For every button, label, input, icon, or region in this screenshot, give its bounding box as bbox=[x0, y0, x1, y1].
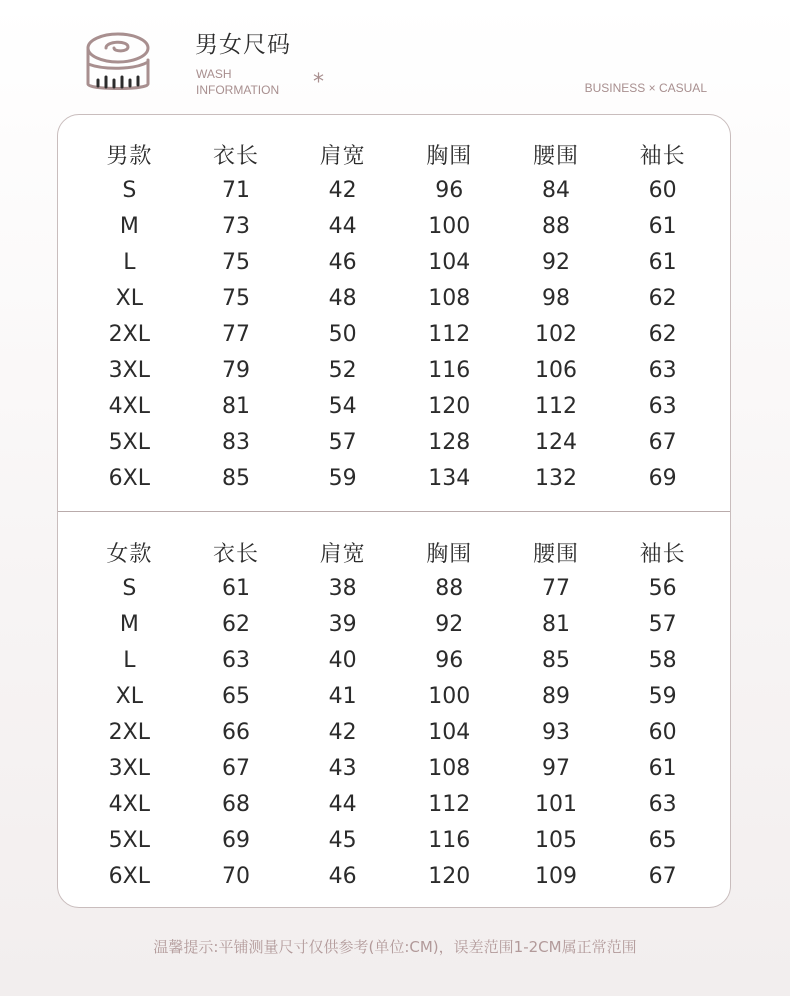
measurement-cell: 83 bbox=[221, 429, 250, 455]
measurement-cell: 44 bbox=[328, 791, 357, 817]
measurement-cell: 101 bbox=[534, 791, 577, 817]
measurement-cell: 63 bbox=[648, 357, 677, 383]
table-row bbox=[76, 606, 716, 642]
table-row bbox=[76, 642, 716, 678]
size-label-cell: M bbox=[119, 611, 139, 637]
measurement-cell: 39 bbox=[328, 611, 357, 637]
measurement-cell: 58 bbox=[648, 647, 677, 673]
men-size-table bbox=[76, 136, 716, 496]
subtitle bbox=[196, 66, 279, 98]
measurement-cell: 70 bbox=[221, 863, 250, 889]
measurement-cell: 96 bbox=[435, 177, 464, 203]
size-label-cell: XL bbox=[115, 683, 143, 709]
measurement-cell: 85 bbox=[221, 465, 250, 491]
women-table-body bbox=[76, 570, 716, 894]
measurement-cell: 63 bbox=[648, 791, 677, 817]
header-cell: 腰围 bbox=[532, 143, 579, 169]
measurement-cell: 77 bbox=[221, 321, 250, 347]
measurement-cell: 108 bbox=[428, 755, 471, 781]
header-cell: 袖长 bbox=[639, 143, 686, 169]
table-row bbox=[76, 352, 716, 388]
measurement-cell: 57 bbox=[328, 429, 357, 455]
measurement-cell: 61 bbox=[648, 213, 677, 239]
measurement-cell: 106 bbox=[534, 357, 577, 383]
table-row bbox=[76, 786, 716, 822]
measurement-cell: 40 bbox=[328, 647, 357, 673]
measurement-cell: 112 bbox=[534, 393, 577, 419]
table-row bbox=[76, 172, 716, 208]
footer-note: 温馨提示:平铺测量尺寸仅供参考(单位:CM)，误差范围1-2CM属正常范围 bbox=[153, 938, 637, 956]
header-cell: 衣长 bbox=[212, 143, 259, 169]
size-label-cell: S bbox=[122, 575, 137, 601]
measurement-cell: 42 bbox=[328, 177, 357, 203]
measurement-cell: 66 bbox=[221, 719, 250, 745]
size-label-cell: 3XL bbox=[108, 357, 150, 383]
measurement-cell: 96 bbox=[435, 647, 464, 673]
measurement-cell: 57 bbox=[648, 611, 677, 637]
measurement-cell: 104 bbox=[428, 719, 471, 745]
page-title: 男女尺码 bbox=[195, 32, 291, 58]
table-row bbox=[76, 208, 716, 244]
table-row bbox=[76, 678, 716, 714]
measurement-cell: 109 bbox=[534, 863, 577, 889]
measurement-cell: 62 bbox=[648, 321, 677, 347]
measurement-cell: 104 bbox=[428, 249, 471, 275]
measurement-cell: 68 bbox=[221, 791, 250, 817]
measurement-cell: 67 bbox=[648, 429, 677, 455]
measurement-cell: 79 bbox=[221, 357, 250, 383]
measurement-cell: 41 bbox=[328, 683, 357, 709]
measurement-cell: 59 bbox=[328, 465, 357, 491]
size-chart-card bbox=[57, 114, 731, 908]
measurement-cell: 62 bbox=[221, 611, 250, 637]
measurement-cell: 60 bbox=[648, 177, 677, 203]
subtitle-line-1: WASH bbox=[196, 67, 232, 81]
header-cell: 袖长 bbox=[639, 541, 686, 567]
measurement-cell: 67 bbox=[221, 755, 250, 781]
measurement-cell: 43 bbox=[328, 755, 357, 781]
table-row bbox=[76, 570, 716, 606]
star-icon: * bbox=[313, 70, 324, 95]
measurement-cell: 71 bbox=[221, 177, 250, 203]
measurement-cell: 116 bbox=[428, 827, 471, 853]
subtitle-line-2: INFORMATION bbox=[196, 83, 280, 97]
size-label-cell: 5XL bbox=[108, 429, 150, 455]
measurement-cell: 56 bbox=[648, 575, 677, 601]
measurement-cell: 77 bbox=[541, 575, 570, 601]
women-size-table bbox=[76, 534, 716, 894]
measurement-cell: 59 bbox=[648, 683, 677, 709]
measurement-cell: 92 bbox=[435, 611, 464, 637]
measurement-cell: 100 bbox=[428, 213, 471, 239]
size-label-cell: 2XL bbox=[108, 321, 150, 347]
size-label-cell: M bbox=[119, 213, 139, 239]
measurement-cell: 81 bbox=[541, 611, 570, 637]
table-row bbox=[76, 244, 716, 280]
measurement-cell: 98 bbox=[541, 285, 570, 311]
table-row bbox=[76, 460, 716, 496]
measurement-cell: 46 bbox=[328, 249, 357, 275]
size-label-cell: 5XL bbox=[108, 827, 150, 853]
measurement-cell: 112 bbox=[428, 791, 471, 817]
measurement-cell: 112 bbox=[428, 321, 471, 347]
measurement-cell: 93 bbox=[541, 719, 570, 745]
measurement-cell: 89 bbox=[541, 683, 570, 709]
measurement-cell: 88 bbox=[541, 213, 570, 239]
header-cell: 胸围 bbox=[426, 541, 473, 567]
table-row bbox=[76, 822, 716, 858]
measurement-cell: 65 bbox=[221, 683, 250, 709]
measurement-cell: 44 bbox=[328, 213, 357, 239]
measurement-cell: 100 bbox=[428, 683, 471, 709]
size-label-cell: 6XL bbox=[108, 863, 150, 889]
size-label-cell: 6XL bbox=[108, 465, 150, 491]
table-row bbox=[76, 714, 716, 750]
measurement-cell: 61 bbox=[648, 249, 677, 275]
measurement-cell: 97 bbox=[541, 755, 570, 781]
measurement-cell: 108 bbox=[428, 285, 471, 311]
men-table-body bbox=[76, 172, 716, 496]
men-table-header bbox=[76, 136, 716, 172]
measurement-cell: 38 bbox=[328, 575, 357, 601]
measurement-cell: 132 bbox=[534, 465, 577, 491]
header-cell: 男款 bbox=[106, 143, 153, 169]
table-row bbox=[76, 280, 716, 316]
measurement-cell: 128 bbox=[428, 429, 471, 455]
header-cell: 肩宽 bbox=[319, 143, 366, 169]
measurement-cell: 105 bbox=[534, 827, 577, 853]
section-divider bbox=[58, 511, 730, 512]
table-row bbox=[76, 388, 716, 424]
measurement-cell: 92 bbox=[541, 249, 570, 275]
measurement-cell: 69 bbox=[648, 465, 677, 491]
measurement-cell: 61 bbox=[221, 575, 250, 601]
size-label-cell: L bbox=[123, 647, 136, 673]
header-cell: 腰围 bbox=[532, 541, 579, 567]
measurement-cell: 75 bbox=[221, 285, 250, 311]
measurement-cell: 63 bbox=[221, 647, 250, 673]
measuring-tape-icon bbox=[84, 30, 152, 94]
table-row bbox=[76, 858, 716, 894]
measurement-cell: 62 bbox=[648, 285, 677, 311]
measurement-cell: 85 bbox=[541, 647, 570, 673]
measurement-cell: 48 bbox=[328, 285, 357, 311]
measurement-cell: 120 bbox=[428, 393, 471, 419]
measurement-cell: 42 bbox=[328, 719, 357, 745]
measurement-cell: 46 bbox=[328, 863, 357, 889]
measurement-cell: 63 bbox=[648, 393, 677, 419]
size-label-cell: 2XL bbox=[108, 719, 150, 745]
tagline: BUSINESS × CASUAL bbox=[584, 81, 707, 95]
header-cell: 女款 bbox=[106, 541, 153, 567]
size-label-cell: 4XL bbox=[108, 393, 150, 419]
size-label-cell: XL bbox=[115, 285, 143, 311]
measurement-cell: 88 bbox=[435, 575, 464, 601]
measurement-cell: 52 bbox=[328, 357, 357, 383]
header-cell: 胸围 bbox=[426, 143, 473, 169]
measurement-cell: 67 bbox=[648, 863, 677, 889]
size-label-cell: 3XL bbox=[108, 755, 150, 781]
measurement-cell: 116 bbox=[428, 357, 471, 383]
measurement-cell: 84 bbox=[541, 177, 570, 203]
measurement-cell: 61 bbox=[648, 755, 677, 781]
measurement-cell: 134 bbox=[428, 465, 471, 491]
measurement-cell: 120 bbox=[428, 863, 471, 889]
table-row bbox=[76, 424, 716, 460]
measurement-cell: 75 bbox=[221, 249, 250, 275]
measurement-cell: 124 bbox=[534, 429, 577, 455]
measurement-cell: 60 bbox=[648, 719, 677, 745]
size-label-cell: S bbox=[122, 177, 137, 203]
table-row bbox=[76, 750, 716, 786]
measurement-cell: 73 bbox=[221, 213, 250, 239]
table-row bbox=[76, 316, 716, 352]
header-cell: 衣长 bbox=[212, 541, 259, 567]
measurement-cell: 45 bbox=[328, 827, 357, 853]
measurement-cell: 65 bbox=[648, 827, 677, 853]
measurement-cell: 54 bbox=[328, 393, 357, 419]
measurement-cell: 81 bbox=[221, 393, 250, 419]
size-label-cell: L bbox=[123, 249, 136, 275]
measurement-cell: 69 bbox=[221, 827, 250, 853]
measurement-cell: 50 bbox=[328, 321, 357, 347]
women-table-header bbox=[76, 534, 716, 570]
header-cell: 肩宽 bbox=[319, 541, 366, 567]
size-label-cell: 4XL bbox=[108, 791, 150, 817]
measurement-cell: 102 bbox=[534, 321, 577, 347]
